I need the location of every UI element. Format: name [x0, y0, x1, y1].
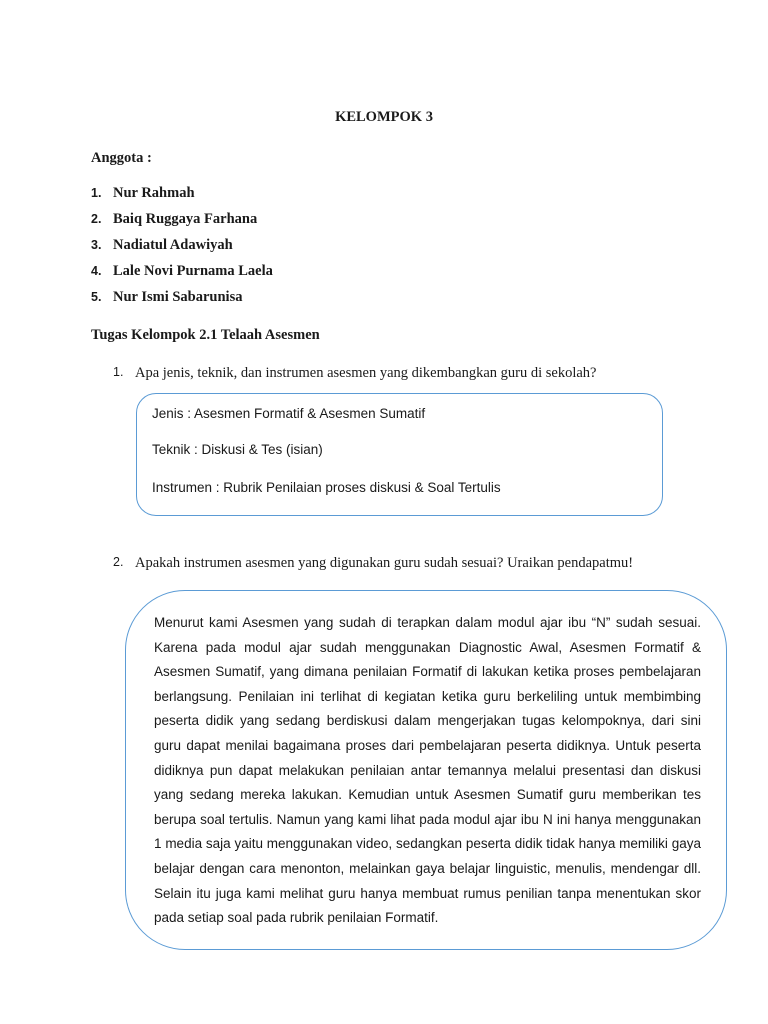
answer-box-2: [125, 590, 727, 950]
list-item: [91, 289, 273, 315]
member-name: Nadiatul Adawiyah: [113, 237, 233, 253]
answer-paragraph: Menurut kami Asesmen yang sudah di terapkan dalam modul ajar ibu “N” sudah sesuai. Karena pada modul ajar sudah menggunakan Diagnostic Awal, Asesmen Formatif & Asesmen Sumatif, yang dimana penilaian Formatif di lakukan ketika proses pembelajaran berlangsung. Penilaian ini terlihat di kegiatan ketika guru berkeliling untuk membimbing peserta didik yang sedang berdiskusi dalam mengerjakan tugas kelompoknya, dari sini guru dapat menilai bagaimana proses dari pembelajaran peserta didiknya. Untuk peserta didiknya pun dapat melakukan penilaian antar temannya melalui presentasi dan diskusi yang sedang mereka lakukan. Kemudian untuk Asesmen Sumatif guru memberikan tes berupa soal tertulis. Namun yang kami lihat pada modul ajar ibu N ini hanya menggunakan 1 media saja yaitu menggunakan video, sedangkan peserta didik tidak hanya memiliki gaya belajar dengan cara menonton, melainkan gaya belajar linguistic, menulis, mendengar dll. Selain itu juga kami melihat guru hanya membuat rumus penilian tanpa menentukan skor pada setiap soal pada rubrik penilaian Formatif.: [154, 615, 701, 926]
answer-jenis: Jenis : Asesmen Formatif & Asesmen Sumatif: [152, 406, 426, 421]
member-name: Baiq Ruggaya Farhana: [113, 211, 258, 227]
list-number: 1.: [91, 186, 102, 200]
list-number: 2.: [91, 212, 102, 226]
list-item: [91, 211, 273, 237]
question-1: [113, 365, 596, 382]
list-number: 3.: [91, 238, 102, 252]
members-list: [91, 185, 273, 315]
document-title: KELOMPOK 3: [335, 109, 433, 125]
member-name: Nur Ismi Sabarunisa: [113, 289, 243, 305]
member-name: Nur Rahmah: [113, 185, 195, 201]
members-label: Anggota :: [91, 150, 152, 166]
list-item: [91, 185, 273, 211]
answer-teknik: Teknik : Diskusi & Tes (isian): [152, 442, 323, 457]
question-text: Apa jenis, teknik, dan instrumen asesmen yang dikembangkan guru di sekolah?: [135, 365, 597, 381]
question-2: [113, 555, 633, 572]
task-heading: Tugas Kelompok 2.1 Telaah Asesmen: [91, 327, 320, 343]
answer-box-1: [136, 393, 663, 516]
question-number: 1.: [113, 365, 124, 379]
member-name: Lale Novi Purnama Laela: [113, 263, 273, 279]
question-text: Apakah instrumen asesmen yang digunakan guru sudah sesuai? Uraikan pendapatmu!: [135, 555, 634, 571]
list-number: 4.: [91, 264, 102, 278]
answer-instrumen: Instrumen : Rubrik Penilaian proses diskusi & Soal Tertulis: [152, 480, 501, 495]
question-number: 2.: [113, 555, 124, 569]
list-item: [91, 263, 273, 289]
list-number: 5.: [91, 290, 102, 304]
list-item: [91, 237, 273, 263]
